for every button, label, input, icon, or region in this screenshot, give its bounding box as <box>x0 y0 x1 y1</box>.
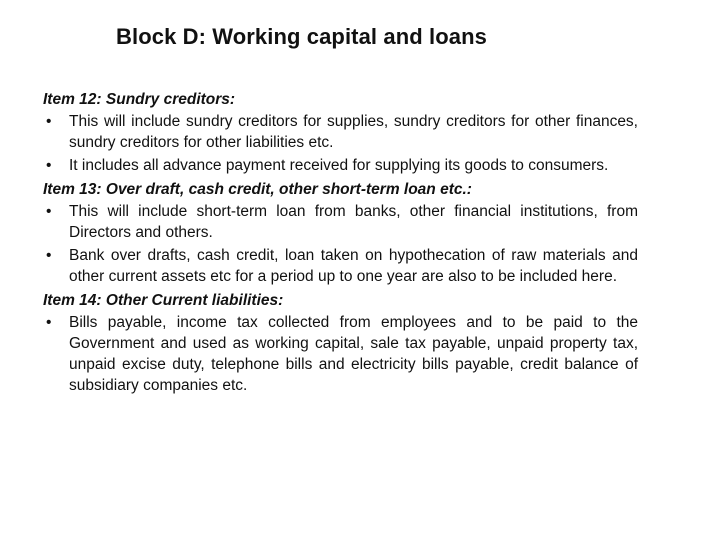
page-title: Block D: Working capital and loans <box>116 24 487 49</box>
bullet-text: This will include sundry creditors for supplies, sundry creditors for other finances, sundry creditors for other liabilities etc. <box>69 113 638 151</box>
bullet-text: It includes all advance payment received for supplying its goods to consumers. <box>69 157 609 174</box>
bullet-icon: • <box>46 247 52 264</box>
bullet-list-12 <box>43 111 638 176</box>
bullet-icon: • <box>46 203 52 220</box>
item-heading-14: Item 14: Other Current liabilities: <box>43 292 284 309</box>
list-item <box>43 155 638 176</box>
bullet-list-14 <box>43 312 638 396</box>
list-item <box>43 201 638 243</box>
list-item <box>43 245 638 287</box>
content-body <box>43 88 638 398</box>
bullet-text: This will include short-term loan from banks, other financial institutions, from Directors and others. <box>69 203 638 241</box>
bullet-icon: • <box>46 314 52 331</box>
item-heading-13: Item 13: Over draft, cash credit, other short-term loan etc.: <box>43 181 472 198</box>
list-item <box>43 312 638 396</box>
bullet-icon: • <box>46 113 52 130</box>
bullet-icon: • <box>46 157 52 174</box>
bullet-list-13 <box>43 201 638 287</box>
bullet-text: Bank over drafts, cash credit, loan taken on hypothecation of raw materials and other current assets etc for a period up to one year are also to be included here. <box>69 247 638 285</box>
item-heading-12: Item 12: Sundry creditors: <box>43 91 236 108</box>
bullet-text: Bills payable, income tax collected from employees and to be paid to the Government and used as working capital, sale tax payable, unpaid property tax, unpaid excise duty, telephone bills and electricity bills payable, credit balance of subsidiary companies etc. <box>69 314 638 394</box>
list-item <box>43 111 638 153</box>
